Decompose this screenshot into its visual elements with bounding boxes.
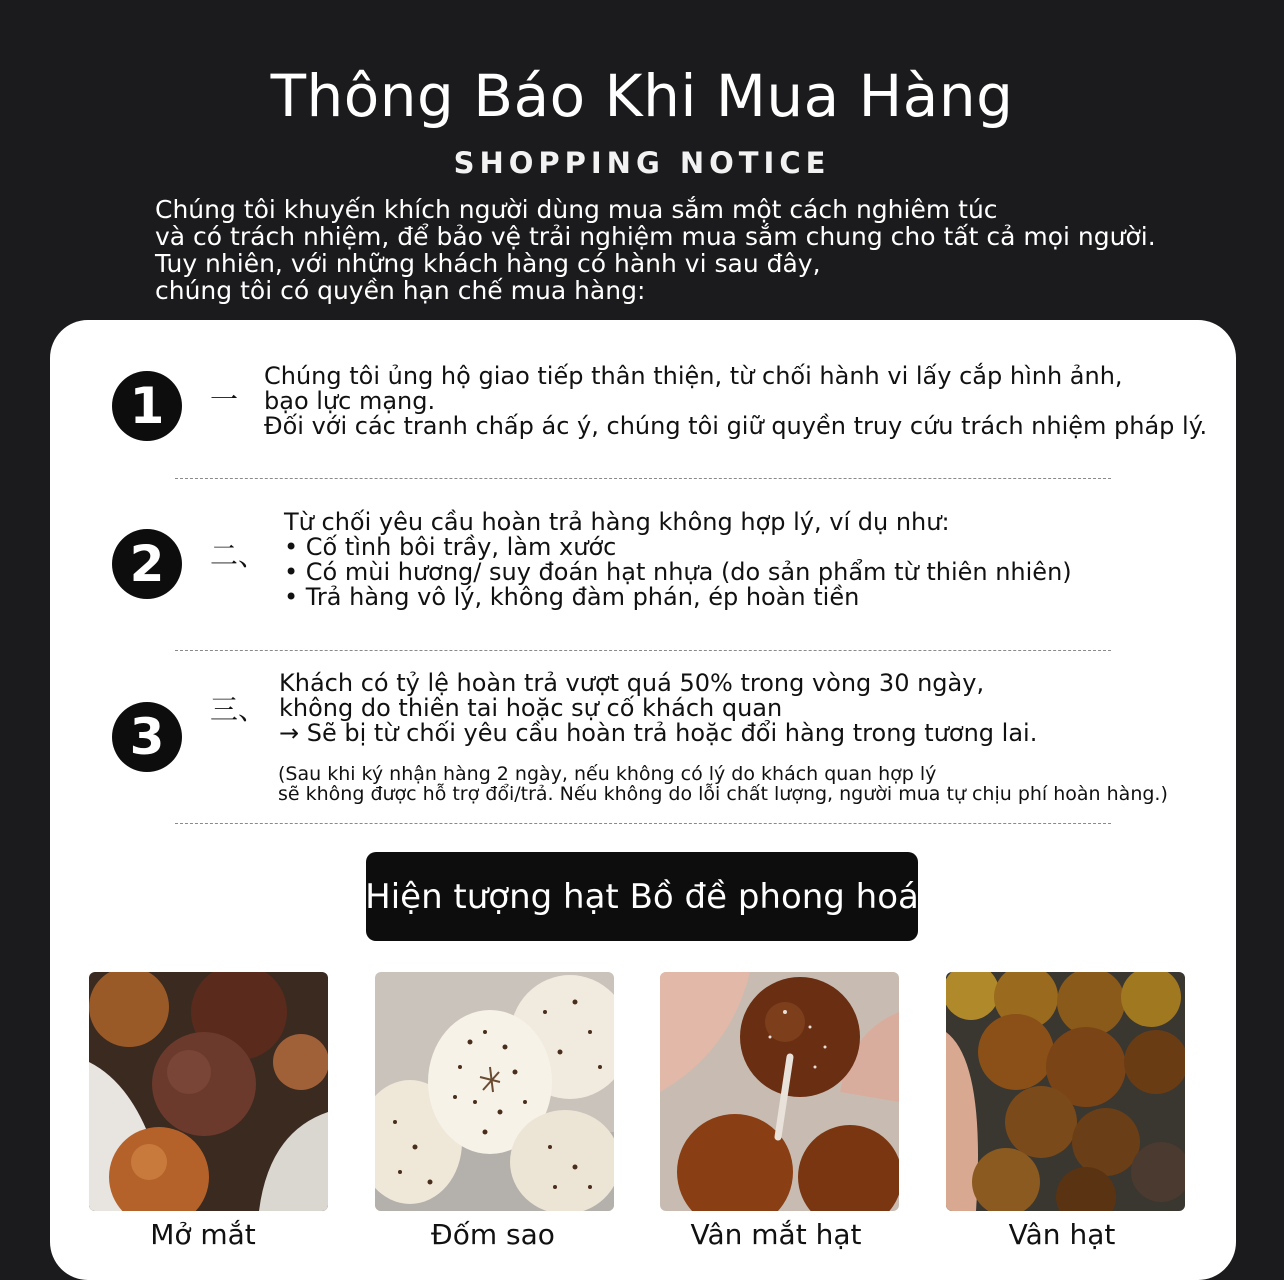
section-title-banner: Hiện tượng hạt Bồ đề phong hoá [366, 852, 918, 941]
divider [175, 823, 1111, 824]
number-one-icon: 1 [112, 371, 182, 441]
notice-line: • Trả hàng vô lý, không đàm phán, ép hoàn tiền [284, 583, 860, 611]
cjk-numeral: 二、 [210, 539, 267, 572]
intro-line: và có trách nhiệm, để bảo vệ trải nghiệm mua sắm chung cho tất cả mọi người. [155, 222, 1156, 251]
intro-paragraph [155, 196, 1215, 304]
photo-mo-mat [89, 972, 328, 1211]
photo-dom-sao [375, 972, 614, 1211]
notice-line: • Có mùi hương/ suy đoán hạt nhựa (do sản phẩm từ thiên nhiên) [284, 558, 1072, 586]
cjk-numeral: 一 [210, 383, 239, 416]
photo-caption: Vân hạt [1008, 1218, 1116, 1251]
photo-van-hat [946, 972, 1185, 1211]
notice-line: bạo lực mạng. [264, 387, 436, 415]
notice-line: Từ chối yêu cầu hoàn trả hàng không hợp lý, ví dụ như: [284, 508, 950, 536]
divider [175, 650, 1111, 651]
notice-line: Đối với các tranh chấp ác ý, chúng tôi giữ quyền truy cứu trách nhiệm pháp lý. [264, 412, 1208, 440]
notice-line: • Cố tình bôi trầy, làm xước [284, 533, 617, 561]
photo-caption: Đốm sao [431, 1218, 555, 1251]
notice-footnote [278, 764, 1168, 804]
notice-item-1 [264, 364, 1207, 439]
footnote-line: sẽ không được hỗ trợ đổi/trả. Nếu không do lỗi chất lượng, người mua tự chịu phí hoàn hàng.) [278, 783, 1168, 805]
photo-van-mat-hat [660, 972, 899, 1211]
notice-line: không do thiên tai hoặc sự cố khách quan [279, 694, 783, 722]
number-two-icon: 2 [112, 529, 182, 599]
divider [175, 478, 1111, 479]
number-three-icon: 3 [112, 702, 182, 772]
notice-line: Chúng tôi ủng hộ giao tiếp thân thiện, từ chối hành vi lấy cắp hình ảnh, [264, 362, 1123, 390]
intro-line: Tuy nhiên, với những khách hàng có hành vi sau đây, [155, 249, 821, 278]
notice-item-2 [284, 510, 1072, 610]
notice-line: → Sẽ bị từ chối yêu cầu hoàn trả hoặc đổi hàng trong tương lai. [279, 719, 1038, 747]
cjk-numeral: 三、 [210, 693, 267, 726]
notice-line: Khách có tỷ lệ hoàn trả vượt quá 50% trong vòng 30 ngày, [279, 669, 985, 697]
notice-item-3 [279, 671, 1037, 746]
page-subtitle: SHOPPING NOTICE [453, 146, 831, 180]
photo-caption: Vân mắt hạt [690, 1218, 862, 1251]
photo-caption: Mở mắt [150, 1218, 256, 1251]
footnote-line: (Sau khi ký nhận hàng 2 ngày, nếu không có lý do khách quan hợp lý [278, 763, 937, 785]
page-title: Thông Báo Khi Mua Hàng [270, 62, 1014, 130]
intro-line: chúng tôi có quyền hạn chế mua hàng: [155, 276, 646, 305]
intro-line: Chúng tôi khuyến khích người dùng mua sắm một cách nghiêm túc [155, 195, 998, 224]
